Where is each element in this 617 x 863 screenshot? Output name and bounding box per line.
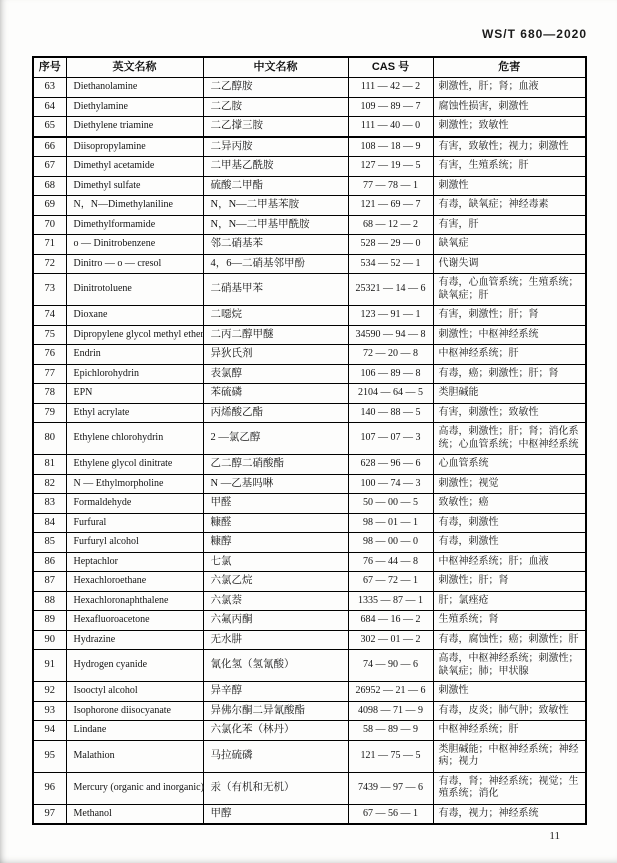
cell-cas-number: 1335 — 87 — 1	[348, 591, 433, 611]
table-row	[33, 196, 586, 216]
cell-english-name: Dimethylformamide	[66, 215, 203, 235]
table-row	[33, 157, 586, 177]
cell-chinese-name: 汞（有机和无机）	[203, 772, 348, 804]
cell-chinese-name: 二乙撑三胺	[203, 117, 348, 137]
cell-cas-number: 684 — 16 — 2	[348, 611, 433, 631]
cell-english-name: Diethanolamine	[66, 78, 203, 98]
cell-chinese-name: N，N—二甲基苯胺	[203, 196, 348, 216]
cell-cas-number: 74 — 90 — 6	[348, 650, 433, 682]
cell-english-name: o — Dinitrobenzene	[66, 235, 203, 255]
cell-chinese-name: 乙二醇二硝酸酯	[203, 455, 348, 475]
cell-cas-number: 4098 — 71 — 9	[348, 701, 433, 721]
cell-index: 82	[33, 474, 66, 494]
table-row	[33, 611, 586, 631]
cell-english-name: Diethylamine	[66, 97, 203, 117]
cell-cas-number: 302 — 01 — 2	[348, 630, 433, 650]
cell-cas-number: 98 — 00 — 0	[348, 533, 433, 553]
cell-index: 86	[33, 552, 66, 572]
table-row	[33, 572, 586, 592]
table-row	[33, 176, 586, 196]
cell-index: 83	[33, 494, 66, 514]
cell-chinese-name: 硫酸二甲酯	[203, 176, 348, 196]
cell-index: 91	[33, 650, 66, 682]
cell-cas-number: 106 — 89 — 8	[348, 364, 433, 384]
cell-index: 66	[33, 137, 66, 157]
cell-cas-number: 2104 — 64 — 5	[348, 384, 433, 404]
cell-english-name: Furfuryl alcohol	[66, 533, 203, 553]
cell-index: 80	[33, 423, 66, 455]
cell-chinese-name: 苯硫磷	[203, 384, 348, 404]
cell-chinese-name: 甲醇	[203, 804, 348, 824]
cell-index: 96	[33, 772, 66, 804]
cell-chinese-name: 无水肼	[203, 630, 348, 650]
cell-hazard: 生殖系统；肾	[433, 611, 586, 631]
cell-chinese-name: 二异丙胺	[203, 137, 348, 157]
cell-cas-number: 68 — 12 — 2	[348, 215, 433, 235]
cell-english-name: Formaldehyde	[66, 494, 203, 514]
cell-index: 70	[33, 215, 66, 235]
table-row	[33, 513, 586, 533]
cell-english-name: N，N—Dimethylaniline	[66, 196, 203, 216]
cell-chinese-name: 六氟丙酮	[203, 611, 348, 631]
cell-hazard: 致敏性；癌	[433, 494, 586, 514]
cell-chinese-name: N，N—二甲基甲酰胺	[203, 215, 348, 235]
cell-cas-number: 111 — 42 — 2	[348, 78, 433, 98]
cell-hazard: 刺激性，肝；肾；血液	[433, 78, 586, 98]
cell-cas-number: 121 — 75 — 5	[348, 740, 433, 772]
cell-hazard: 腐蚀性损害，刺激性	[433, 97, 586, 117]
table-row	[33, 274, 586, 306]
cell-index: 97	[33, 804, 66, 824]
col-header-index: 序号	[33, 57, 66, 78]
cell-cas-number: 67 — 72 — 1	[348, 572, 433, 592]
cell-index: 75	[33, 325, 66, 345]
cell-index: 78	[33, 384, 66, 404]
table-row	[33, 701, 586, 721]
cell-english-name: Dinitro — o — cresol	[66, 254, 203, 274]
cell-hazard: 中枢神经系统；肝；血液	[433, 552, 586, 572]
cell-chinese-name: N —乙基吗啉	[203, 474, 348, 494]
cell-hazard: 中枢神经系统；肝	[433, 721, 586, 741]
cell-cas-number: 123 — 91 — 1	[348, 306, 433, 326]
cell-hazard: 刺激性；肝；肾	[433, 572, 586, 592]
cell-index: 64	[33, 97, 66, 117]
table-row	[33, 474, 586, 494]
cell-chinese-name: 二乙胺	[203, 97, 348, 117]
cell-hazard: 有害，生殖系统；肝	[433, 157, 586, 177]
cell-hazard: 类胆碱能；中枢神经系统；神经病；视力	[433, 740, 586, 772]
cell-hazard: 有毒，刺激性	[433, 513, 586, 533]
cell-chinese-name: 二硝基甲苯	[203, 274, 348, 306]
cell-index: 84	[33, 513, 66, 533]
cell-index: 95	[33, 740, 66, 772]
table-row	[33, 630, 586, 650]
chemical-hazard-table	[32, 56, 587, 825]
cell-english-name: Hydrogen cyanide	[66, 650, 203, 682]
cell-english-name: Ethylene glycol dinitrate	[66, 455, 203, 475]
standard-code: WS/T 680—2020	[481, 27, 587, 41]
cell-cas-number: 50 — 00 — 5	[348, 494, 433, 514]
cell-index: 90	[33, 630, 66, 650]
cell-hazard: 有毒，肾；神经系统；视觉；生殖系统；消化	[433, 772, 586, 804]
cell-chinese-name: 异狄氏剂	[203, 345, 348, 365]
table-header-row	[33, 57, 586, 78]
table-row	[33, 650, 586, 682]
cell-hazard: 有毒，皮炎；肺气肿；致敏性	[433, 701, 586, 721]
table-row	[33, 403, 586, 423]
cell-cas-number: 76 — 44 — 8	[348, 552, 433, 572]
cell-index: 65	[33, 117, 66, 137]
cell-hazard: 有毒，视力；神经系统	[433, 804, 586, 824]
table-row	[33, 804, 586, 824]
cell-index: 93	[33, 701, 66, 721]
table-row	[33, 215, 586, 235]
cell-english-name: Methanol	[66, 804, 203, 824]
cell-index: 94	[33, 721, 66, 741]
table-row	[33, 137, 586, 157]
table-row	[33, 364, 586, 384]
col-header-hazard: 危害	[433, 57, 586, 78]
cell-cas-number: 628 — 96 — 6	[348, 455, 433, 475]
table-row	[33, 235, 586, 255]
cell-english-name: Dimethyl sulfate	[66, 176, 203, 196]
cell-hazard: 有毒，缺氧症；神经毒素	[433, 196, 586, 216]
cell-cas-number: 108 — 18 — 9	[348, 137, 433, 157]
table-row	[33, 772, 586, 804]
cell-english-name: Furfural	[66, 513, 203, 533]
cell-hazard: 有毒，腐蚀性；癌；刺激性；肝	[433, 630, 586, 650]
table-row	[33, 117, 586, 137]
cell-index: 76	[33, 345, 66, 365]
cell-english-name: Ethylene chlorohydrin	[66, 423, 203, 455]
cell-chinese-name: 2 —氯乙醇	[203, 423, 348, 455]
cell-english-name: N — Ethylmorpholine	[66, 474, 203, 494]
cell-cas-number: 127 — 19 — 5	[348, 157, 433, 177]
table-row	[33, 423, 586, 455]
cell-index: 85	[33, 533, 66, 553]
cell-english-name: Heptachlor	[66, 552, 203, 572]
cell-index: 69	[33, 196, 66, 216]
table-row	[33, 591, 586, 611]
cell-index: 89	[33, 611, 66, 631]
cell-chinese-name: 4，6—二硝基邻甲酚	[203, 254, 348, 274]
cell-hazard: 有毒，心血管系统；生殖系统；缺氧症；肝	[433, 274, 586, 306]
cell-chinese-name: 六氯乙烷	[203, 572, 348, 592]
cell-index: 87	[33, 572, 66, 592]
col-header-english-name: 英文名称	[66, 57, 203, 78]
cell-english-name: Dinitrotoluene	[66, 274, 203, 306]
cell-hazard: 肝；氯痤疮	[433, 591, 586, 611]
cell-hazard: 刺激性	[433, 682, 586, 702]
cell-chinese-name: 马拉硫磷	[203, 740, 348, 772]
table-row	[33, 254, 586, 274]
cell-cas-number: 107 — 07 — 3	[348, 423, 433, 455]
cell-index: 79	[33, 403, 66, 423]
cell-index: 77	[33, 364, 66, 384]
cell-chinese-name: 异佛尔酮二异氰酸酯	[203, 701, 348, 721]
col-header-cas-number: CAS 号	[348, 57, 433, 78]
cell-index: 68	[33, 176, 66, 196]
cell-cas-number: 77 — 78 — 1	[348, 176, 433, 196]
cell-cas-number: 534 — 52 — 1	[348, 254, 433, 274]
cell-english-name: Ethyl acrylate	[66, 403, 203, 423]
cell-chinese-name: 表氯醇	[203, 364, 348, 384]
cell-chinese-name: 丙烯酸乙酯	[203, 403, 348, 423]
cell-hazard: 刺激性；中枢神经系统	[433, 325, 586, 345]
table-row	[33, 325, 586, 345]
cell-chinese-name: 糠醛	[203, 513, 348, 533]
cell-english-name: Dipropylene glycol methyl ether	[66, 325, 203, 345]
cell-cas-number: 67 — 56 — 1	[348, 804, 433, 824]
cell-cas-number: 58 — 89 — 9	[348, 721, 433, 741]
cell-cas-number: 109 — 89 — 7	[348, 97, 433, 117]
cell-english-name: Epichlorohydrin	[66, 364, 203, 384]
cell-hazard: 刺激性；视觉	[433, 474, 586, 494]
table-row	[33, 494, 586, 514]
cell-english-name: Isooctyl alcohol	[66, 682, 203, 702]
table-row	[33, 552, 586, 572]
table-row	[33, 533, 586, 553]
cell-cas-number: 140 — 88 — 5	[348, 403, 433, 423]
cell-hazard: 刺激性	[433, 176, 586, 196]
cell-english-name: Hexachloroethane	[66, 572, 203, 592]
cell-english-name: Isophorone diisocyanate	[66, 701, 203, 721]
cell-chinese-name: 甲醛	[203, 494, 348, 514]
cell-index: 73	[33, 274, 66, 306]
cell-chinese-name: 二噁烷	[203, 306, 348, 326]
cell-chinese-name: 二乙醇胺	[203, 78, 348, 98]
cell-chinese-name: 异辛醇	[203, 682, 348, 702]
table-row	[33, 721, 586, 741]
cell-cas-number: 100 — 74 — 3	[348, 474, 433, 494]
table-row	[33, 384, 586, 404]
cell-cas-number: 98 — 01 — 1	[348, 513, 433, 533]
cell-hazard: 类胆碱能	[433, 384, 586, 404]
cell-chinese-name: 氰化氢（氢氰酸）	[203, 650, 348, 682]
cell-hazard: 有毒，刺激性	[433, 533, 586, 553]
cell-index: 88	[33, 591, 66, 611]
cell-chinese-name: 六氯萘	[203, 591, 348, 611]
cell-english-name: EPN	[66, 384, 203, 404]
table-row	[33, 345, 586, 365]
cell-hazard: 缺氧症	[433, 235, 586, 255]
cell-hazard: 有害，致敏性；视力；刺激性	[433, 137, 586, 157]
cell-hazard: 代谢失调	[433, 254, 586, 274]
cell-index: 67	[33, 157, 66, 177]
cell-cas-number: 7439 — 97 — 6	[348, 772, 433, 804]
cell-cas-number: 34590 — 94 — 8	[348, 325, 433, 345]
cell-chinese-name: 邻二硝基苯	[203, 235, 348, 255]
cell-hazard: 有害，刺激性；致敏性	[433, 403, 586, 423]
cell-hazard: 中枢神经系统；肝	[433, 345, 586, 365]
cell-index: 72	[33, 254, 66, 274]
cell-english-name: Lindane	[66, 721, 203, 741]
cell-chinese-name: 二甲基乙酰胺	[203, 157, 348, 177]
col-header-chinese-name: 中文名称	[203, 57, 348, 78]
page-number: 11	[549, 830, 560, 842]
cell-cas-number: 72 — 20 — 8	[348, 345, 433, 365]
cell-english-name: Hydrazine	[66, 630, 203, 650]
table-row	[33, 740, 586, 772]
cell-english-name: Endrin	[66, 345, 203, 365]
cell-hazard: 心血管系统	[433, 455, 586, 475]
cell-cas-number: 25321 — 14 — 6	[348, 274, 433, 306]
table-row	[33, 682, 586, 702]
cell-chinese-name: 六氯化苯（林丹）	[203, 721, 348, 741]
cell-hazard: 刺激性；致敏性	[433, 117, 586, 137]
cell-english-name: Diethylene triamine	[66, 117, 203, 137]
cell-hazard: 有害，刺激性；肝；肾	[433, 306, 586, 326]
cell-hazard: 有毒，癌；刺激性；肝；肾	[433, 364, 586, 384]
cell-index: 63	[33, 78, 66, 98]
cell-english-name: Diisopropylamine	[66, 137, 203, 157]
table-row	[33, 455, 586, 475]
cell-chinese-name: 二丙二醇甲醚	[203, 325, 348, 345]
cell-index: 92	[33, 682, 66, 702]
cell-chinese-name: 糠醇	[203, 533, 348, 553]
cell-index: 74	[33, 306, 66, 326]
cell-english-name: Mercury (organic and inorganic)	[66, 772, 203, 804]
cell-index: 81	[33, 455, 66, 475]
table-row	[33, 78, 586, 98]
cell-cas-number: 111 — 40 — 0	[348, 117, 433, 137]
cell-english-name: Dioxane	[66, 306, 203, 326]
cell-english-name: Hexachloronaphthalene	[66, 591, 203, 611]
cell-hazard: 有害，肝	[433, 215, 586, 235]
cell-cas-number: 26952 — 21 — 6	[348, 682, 433, 702]
cell-chinese-name: 七氯	[203, 552, 348, 572]
cell-hazard: 高毒，中枢神经系统；刺激性；缺氧症；肺；甲状腺	[433, 650, 586, 682]
cell-index: 71	[33, 235, 66, 255]
cell-cas-number: 121 — 69 — 7	[348, 196, 433, 216]
table-row	[33, 306, 586, 326]
cell-hazard: 高毒，刺激性；肝；肾；消化系统；心血管系统；中枢神经系统	[433, 423, 586, 455]
cell-english-name: Malathion	[66, 740, 203, 772]
cell-english-name: Hexafluoroacetone	[66, 611, 203, 631]
table-row	[33, 97, 586, 117]
cell-english-name: Dimethyl acetamide	[66, 157, 203, 177]
cell-cas-number: 528 — 29 — 0	[348, 235, 433, 255]
